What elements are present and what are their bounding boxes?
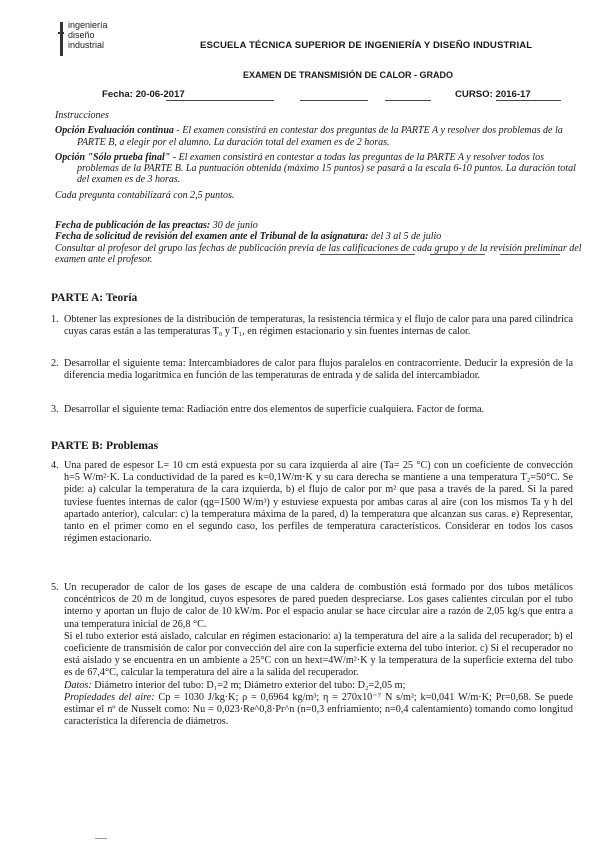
blank-field bbox=[500, 254, 560, 255]
exam-title: EXAMEN DE TRANSMISIÓN DE CALOR - GRADO bbox=[243, 70, 454, 80]
question-text: Obtener las expresiones de la distribución de temperaturas, la resistencia térmica y el flujo de calor para una pared cilíndrica cuyas caras están a las temperaturas T₀ y T₁, en régimen estacionario y sin fuentes internas de calor. bbox=[64, 314, 573, 338]
publication-info bbox=[55, 220, 585, 265]
logo-line: ingeniería bbox=[68, 20, 108, 30]
question-number: 3. bbox=[51, 404, 59, 415]
problem-5 bbox=[51, 582, 573, 728]
question-text: Una pared de espesor L= 10 cm está expuesta por su cara izquierda al aire (Ta= 25 °C) con un coeficiente de convección h=5 W/m²·K. La conductividad de la pared es k=0,1W/m·K y su cara derecha se mantiene a una temperatura T₂=50°C. Se pide: a) calcular la temperatura de la cara izquierda, b) el flujo de calor por m² que pasa a través de la pared. Si la pared tuviese fuentes internas de calor (qg=1500 W/m³) y estuviese expuesta por ambas caras al aire (con los mismos Ta y h del apartado anterior), calcular: c) la temperatura máxima de la pared, d) la temperatura que alcanzan sus caras. e) Representar, tanto en el primer como en el segundo caso, los perfiles de temperatura característicos. Considerar en todos los casos régimen estacionario. bbox=[64, 460, 573, 545]
part-b-title: PARTE B: Problemas bbox=[51, 440, 159, 452]
course-year: CURSO: 2016-17 bbox=[455, 89, 531, 100]
review-date bbox=[55, 231, 585, 242]
final-text: - El examen consistirá en contestar a todas las preguntas de la PARTE A y resolver todos los problemas de la PARTE B. La puntuación obtenida (máximo 15 puntos) se pasará a la escala 6-10 puntos. La duración total del examen es de 3 horas. bbox=[77, 151, 576, 186]
review-label: Fecha de solicitud de revisión del examen ante el Tribunal de la asignatura: bbox=[55, 231, 369, 243]
question-number: 5. bbox=[51, 582, 59, 593]
data-text: Diámetro interior del tubo: D₁=2 m; Diámetro exterior del tubo: D₂=2,05 m; bbox=[91, 679, 406, 691]
continuous-option bbox=[55, 125, 585, 148]
blank-field bbox=[385, 100, 431, 101]
logo-line: diseño bbox=[68, 30, 95, 40]
continuous-text: - El examen consistirá en contestar dos preguntas de la PARTE A y resolver dos problemas de la PARTE B, a elegir por el alumno. La duración total del examen es de 2 horas. bbox=[77, 125, 563, 148]
footer-mark bbox=[95, 832, 107, 839]
logo-mark-icon bbox=[58, 22, 68, 58]
question-text: Desarrollar el siguiente tema: Radiación entre dos elementos de superficie cualquiera. Factor de forma. bbox=[64, 404, 485, 415]
points-note: Cada pregunta contabilizará con 2,5 puntos. bbox=[55, 189, 235, 201]
pub-label: Fecha de publicación de las preactas: bbox=[55, 220, 211, 231]
blank-field bbox=[430, 254, 485, 255]
continuous-label: Opción Evaluación continua bbox=[55, 125, 174, 137]
final-label: Opción "Sólo prueba final" bbox=[55, 151, 171, 163]
pub-date bbox=[55, 220, 585, 231]
question-number: 4. bbox=[51, 460, 59, 471]
consult-note: Consultar al profesor del grupo las fechas de publicación previa de las calificaciones de cada grupo y de la revisión preliminar del examen ante el profesor. bbox=[55, 242, 582, 265]
properties-label: Propiedades del aire: bbox=[64, 691, 155, 703]
properties-text: Cp = 1030 J/kg·K; ρ = 0,6964 kg/m³; η = 270x10⁻⁷ N s/m²; k=0,041 W/m·K; Pr=0,68. Se puede estimar el nº de Nusselt como: Nu = 0,023·Re^0,8·Pr^n (n=0,3 enfriamiento; n=0,4 calentamiento) tomando como longitud característica la diferencia de diámetros. bbox=[64, 691, 573, 728]
question-text: Desarrollar el siguiente tema: Intercambiadores de calor para flujos paralelos en contracorriente. Deducir la expresión de la diferencia media logarítmica en función de las temperaturas de entrada y de salida del intercambiador. bbox=[64, 358, 573, 382]
problem-5-tasks: Si el tubo exterior está aislado, calcular en régimen estacionario: a) la temperatura del aire a la salida del recuperador; b) el coeficiente de transmisión de calor por convección del aire con la superficie externa del tubo interior. c) Si el recuperador no está aislado y se encuentra en un ambiente a 25°C con un hext=4W/m²·K y la temperatura de la superficie externa del tubo es de 67,4°C, calcular la temperatura del aire a la salida del recuperador. bbox=[64, 630, 573, 679]
school-logo bbox=[58, 20, 128, 60]
pub-value: 30 de junio bbox=[210, 220, 258, 231]
question-number: 2. bbox=[51, 358, 59, 369]
problem-5-intro: Un recuperador de calor de los gases de escape de una caldera de combustión está formado por dos tubos metálicos concéntricos de 20 m de longitud, cuyos espesores de pared pueden despreciarse. Los gases calientes circulan por el tubo interno y aportan un flujo de calor de 10 kW/m. Por el espacio anular se hace circular aire a razón de 2,05 kg/s que entra a una temperatura inicial de 26,8 °C. bbox=[64, 582, 573, 630]
blank-field bbox=[320, 254, 415, 255]
instructions-heading: Instrucciones bbox=[55, 110, 109, 121]
question-number: 1. bbox=[51, 314, 59, 325]
review-value: del 3 al 5 de julio bbox=[368, 231, 442, 243]
problem-5-properties bbox=[64, 692, 573, 729]
logo-text bbox=[68, 20, 108, 50]
instructions bbox=[55, 110, 585, 205]
course-underline bbox=[496, 100, 561, 101]
problem-4 bbox=[51, 460, 573, 545]
data-label: Datos: bbox=[64, 679, 92, 691]
logo-line: industrial bbox=[68, 40, 105, 50]
final-option bbox=[55, 152, 585, 186]
problem-5-data bbox=[64, 680, 573, 692]
school-name: ESCUELA TÉCNICA SUPERIOR DE INGENIERÍA Y DISEÑO INDUSTRIAL bbox=[200, 40, 533, 51]
question-2 bbox=[51, 358, 573, 382]
question-1 bbox=[51, 314, 573, 338]
blank-field bbox=[300, 100, 368, 101]
question-3 bbox=[51, 404, 573, 416]
question-text bbox=[64, 582, 573, 728]
part-a-title: PARTE A: Teoría bbox=[51, 292, 138, 304]
exam-date: Fecha: 20-06-2017 bbox=[102, 89, 185, 100]
date-underline bbox=[166, 100, 274, 101]
